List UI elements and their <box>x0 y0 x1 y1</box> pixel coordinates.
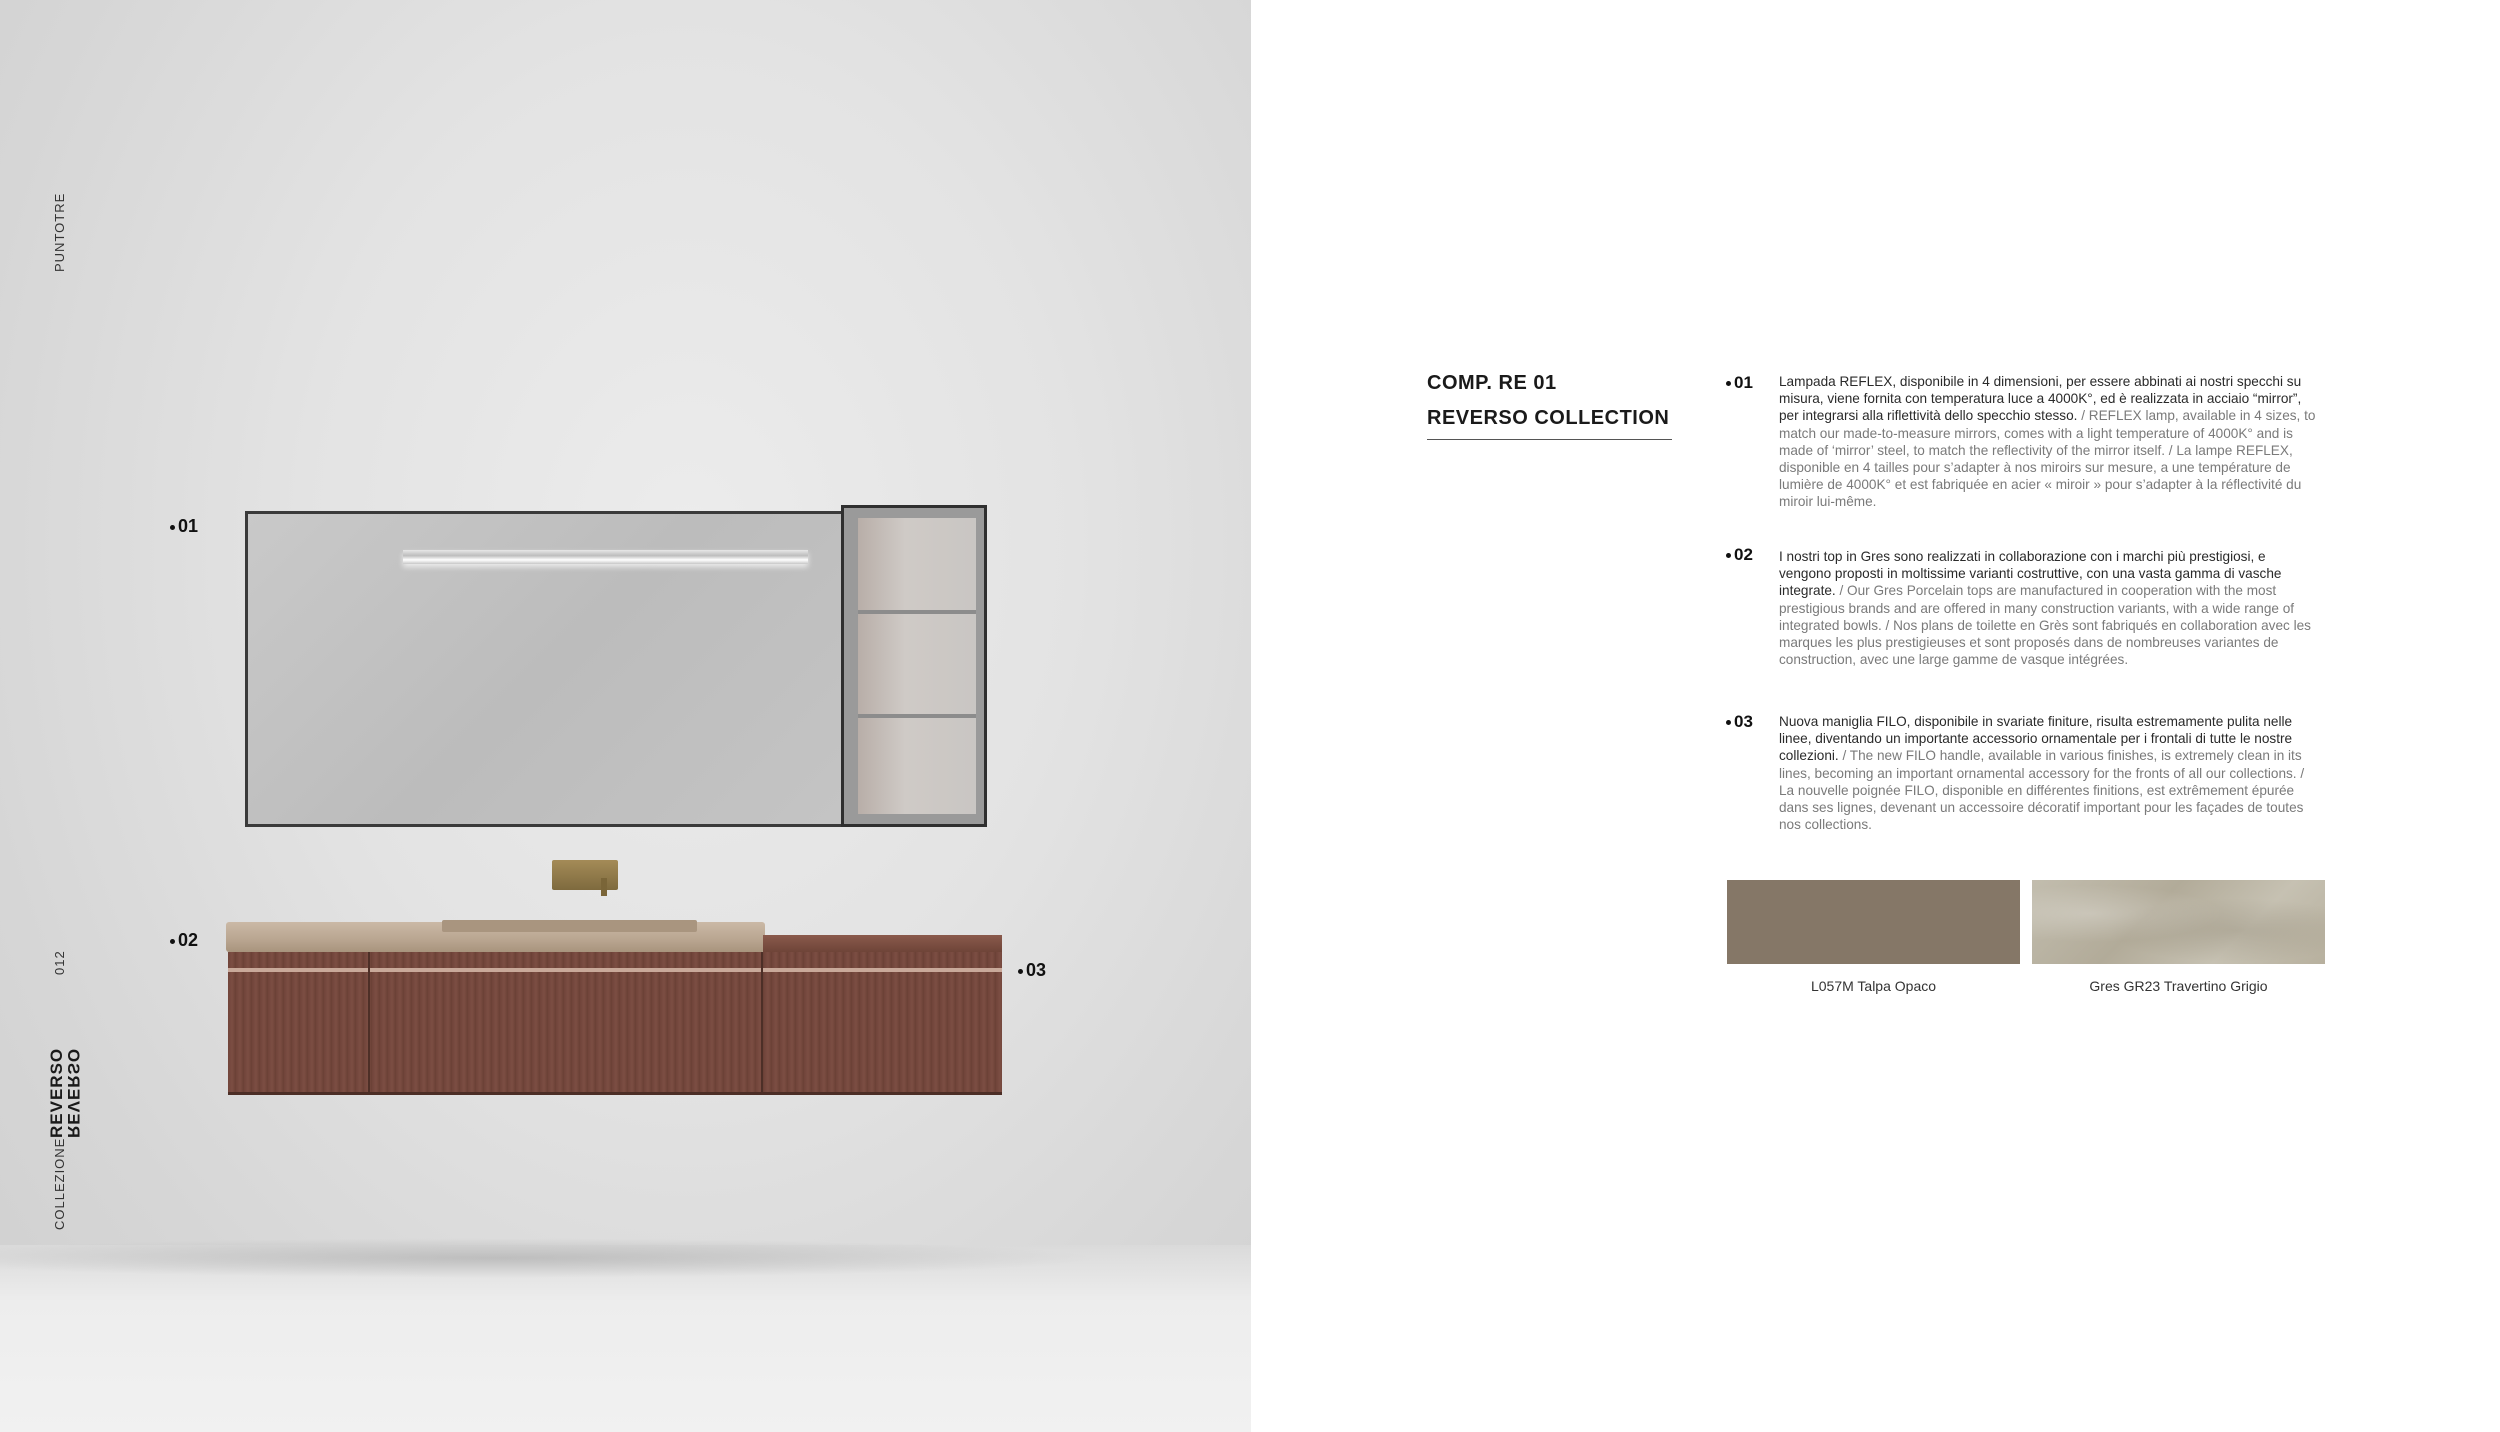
vanity-cabinet <box>228 952 1002 1095</box>
filo-handle <box>228 968 1002 972</box>
title-underline <box>1427 439 1672 440</box>
note-number: 03 <box>1734 712 1753 731</box>
note-number-01 <box>1726 373 1753 393</box>
marker-02 <box>170 930 198 951</box>
drawer-divider <box>761 952 763 1092</box>
cabinet-shelf <box>858 610 976 614</box>
note-translation: / The new FILO handle, available in various finishes, is extremely clean in its lines, becoming an important ornamental accessory for the fronts of all our collections. / La nouvelle poignée FILO, disponible en différentes finitions, est extrêmement épurée dans ses lignes, devenant un accessoire décoratif important pour les façades de toutes nos collections. <box>1779 748 2305 833</box>
marker-01 <box>170 516 198 537</box>
faucet <box>552 860 618 890</box>
cabinet-shelf <box>858 714 976 718</box>
note-translation: / REFLEX lamp, available in 4 sizes, to match our made-to-measure mirrors, comes with a light temperature of 4000K° and is made of ‘mirror’ steel, to match the reflectivity of the mirror itself. / La lampe REFLEX, disponible en 4 tailles pour s’adapter à nos miroirs sur mesure, a une température de lumière de 4000K° et est fabriquée en acier « miroir » pour s’adapter à la réflectivité du miroir lui-même. <box>1779 408 2316 510</box>
note-italian: Lampada REFLEX, disponibile in 4 dimensioni, per essere abbinati ai nostri specchi su misura, viene fornita con temperatura luce a 4000K°, ed è realizzata in acciaio “mirror”, per integrarsi alla riflettività dello specchio stesso. <box>1779 374 2302 424</box>
marker-dot <box>1018 969 1023 974</box>
reverso-logo-mirrored: REVERSO <box>64 1047 83 1138</box>
marker-dot <box>170 939 175 944</box>
drawer-divider <box>368 952 370 1092</box>
collection-name: REVERSO COLLECTION <box>1427 407 1670 429</box>
swatch-travertino-grigio <box>2032 880 2325 964</box>
reverso-logo <box>48 1048 82 1138</box>
note-number: 02 <box>1734 545 1753 564</box>
note-translation: / Our Gres Porcelain tops are manufactured in cooperation with the most prestigious brands and are offered in many construction variants, with a wide range of integrated bowls. / Nos plans de toilette en Grès sont fabriqués en collaboration avec les marques les plus prestigieuses et sont proposés dans de nombreuses variantes de construction, avec une large gamme de vasque intégrées. <box>1779 583 2311 668</box>
collection-label: COLLEZIONE <box>52 1137 67 1230</box>
reflex-lamp <box>403 550 808 564</box>
faucet-spout <box>601 878 607 896</box>
marker-dot <box>170 525 175 530</box>
floor-shadow <box>0 1238 1100 1278</box>
mirror <box>245 511 847 827</box>
wall-cabinet <box>841 505 987 827</box>
note-number-02 <box>1726 545 1753 565</box>
cabinet-top-right <box>763 935 1002 953</box>
marker-03 <box>1018 960 1046 981</box>
note-text-02 <box>1779 548 2319 668</box>
marker-label: 01 <box>178 516 199 536</box>
reverso-logo-text: REVERSO <box>47 1047 66 1138</box>
marker-label: 03 <box>1026 960 1047 980</box>
swatch-label: L057M Talpa Opaco <box>1810 978 1937 994</box>
note-number-03 <box>1726 712 1753 732</box>
brand-label: PUNTOTRE <box>52 192 67 272</box>
note-italian: I nostri top in Gres sono realizzati in collaborazione con i marchi più prestigiosi, e vengono proposti in moltissime varianti costruttive, con una vasta gamma di vasche integrate. <box>1779 549 2282 599</box>
note-italian: Nuova maniglia FILO, disponibile in svariate finiture, risulta estremamente pulita nelle linee, diventando un importante accessorio ornamentale per i frontali di tutte le nostre collezioni. <box>1779 714 2293 764</box>
note-text-03 <box>1779 713 2319 833</box>
cabinet-glass <box>858 518 976 814</box>
marker-label: 02 <box>178 930 199 950</box>
integrated-basin <box>442 920 697 932</box>
note-dot <box>1726 553 1731 558</box>
swatch-talpa-opaco <box>1727 880 2020 964</box>
page-number: 012 <box>52 950 67 975</box>
note-text-01 <box>1779 373 2319 511</box>
note-dot <box>1726 720 1731 725</box>
note-number: 01 <box>1734 373 1753 392</box>
note-dot <box>1726 381 1731 386</box>
composition-code: COMP. RE 01 <box>1427 372 1557 394</box>
swatch-label: Gres GR23 Travertino Grigio <box>2089 978 2268 994</box>
